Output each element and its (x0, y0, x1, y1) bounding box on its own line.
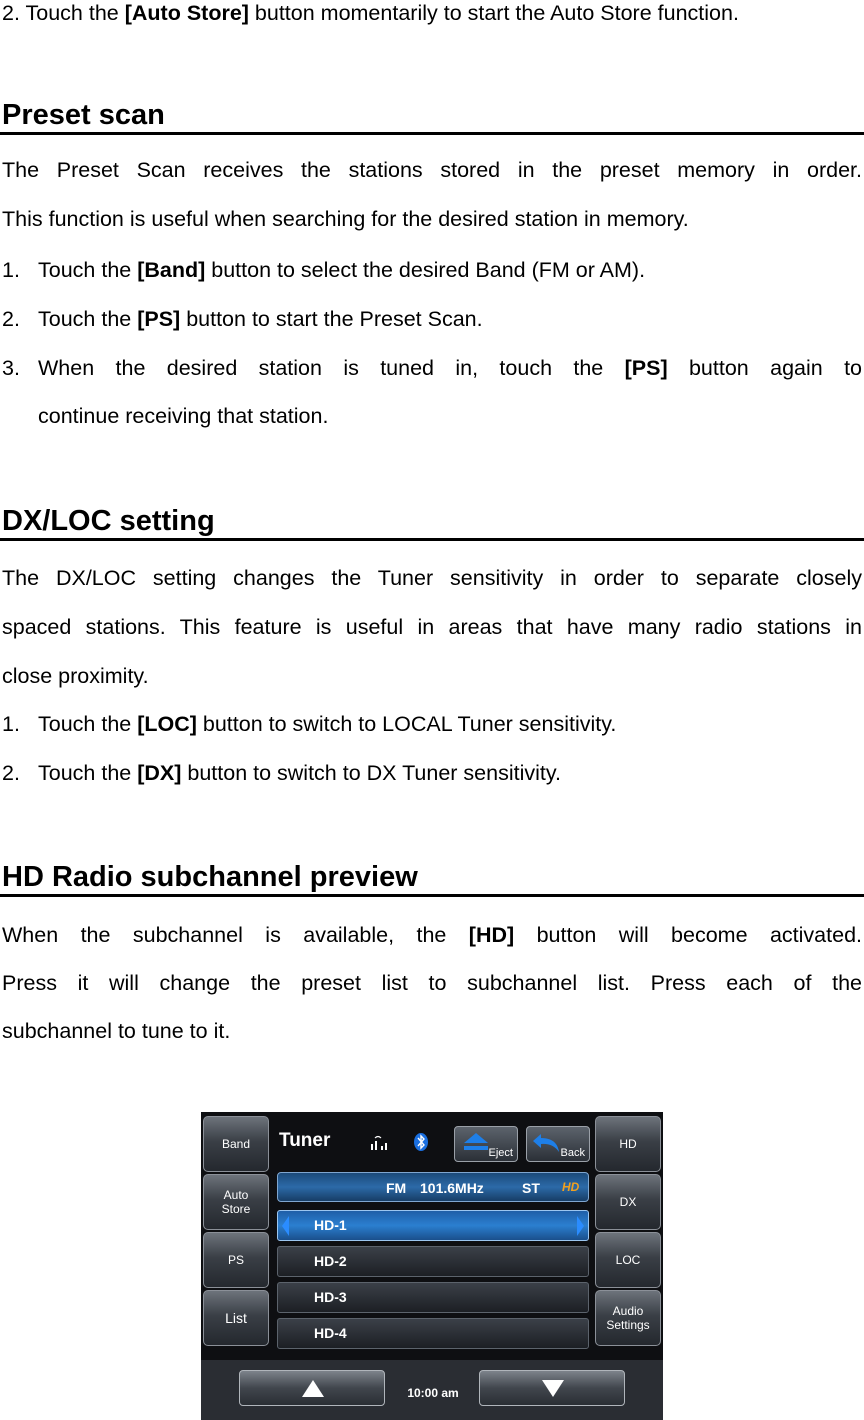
preset-item[interactable]: HD-1 (277, 1210, 589, 1241)
eject-button[interactable]: Eject (454, 1126, 518, 1162)
preset-step2: Touch the [PS] button to start the Preset Scan. (38, 307, 483, 331)
auto-store-button[interactable]: Auto Store (203, 1174, 269, 1230)
preset-step1-num: 1. (2, 258, 20, 282)
hd-radio-line3: subchannel to tune to it. (2, 1019, 231, 1043)
dx-loc-line3: close proximity. (2, 664, 149, 688)
preset-step2-num: 2. (2, 307, 20, 331)
dx-step1-num: 1. (2, 712, 20, 736)
band-button[interactable]: Band (203, 1116, 269, 1172)
frequency-label: 101.6MHz (420, 1180, 484, 1196)
hd-radio-line2: Press it will change the preset list to subchannel list. Press each of the (2, 971, 862, 995)
bluetooth-icon (413, 1132, 429, 1155)
eject-icon (461, 1131, 491, 1153)
dx-loc-line2: spaced stations. This feature is useful in areas that have many radio stations in (2, 615, 862, 639)
dx-loc-line1: The DX/LOC setting changes the Tuner sensitivity in order to separate closely (2, 566, 862, 590)
stereo-label: ST (522, 1180, 540, 1196)
preset-item[interactable]: HD-4 (277, 1318, 589, 1349)
down-arrow-icon (542, 1380, 564, 1397)
dx-step2-num: 2. (2, 761, 20, 785)
back-arrow-icon (531, 1130, 563, 1156)
preset-step3: When the desired station is tuned in, touch the [PS] button again to (38, 356, 862, 380)
selection-right-arrow-icon (577, 1216, 584, 1236)
dx-button[interactable]: DX (595, 1174, 661, 1230)
preset-step3-num: 3. (2, 356, 20, 380)
bottom-bar (201, 1360, 663, 1420)
back-button[interactable]: Back (526, 1126, 590, 1162)
clock: 10:00 am (407, 1386, 459, 1400)
preset-scan-heading: Preset scan (0, 98, 864, 135)
intro-text: 2. Touch the [Auto Store] button momentarily to start the Auto Store function. (2, 1, 739, 25)
signal-icon (369, 1132, 393, 1155)
scroll-down-button[interactable] (479, 1370, 625, 1406)
preset-scan-para2: This function is useful when searching for the desired station in memory. (2, 207, 689, 231)
preset-step3-cont: continue receiving that station. (38, 404, 329, 428)
preset-scan-para1: The Preset Scan receives the stations stored in the preset memory in order. (2, 158, 862, 182)
dx-step1: Touch the [LOC] button to switch to LOCAL Tuner sensitivity. (38, 712, 617, 736)
tuner-screen (201, 1112, 663, 1420)
up-arrow-icon (302, 1380, 324, 1397)
ps-button[interactable]: PS (203, 1232, 269, 1288)
preset-step1: Touch the [Band] button to select the desired Band (FM or AM). (38, 258, 646, 282)
selection-left-arrow-icon (282, 1216, 289, 1236)
hd-button[interactable]: HD (595, 1116, 661, 1172)
hd-logo-icon: HD (562, 1180, 580, 1194)
scroll-up-button[interactable] (239, 1370, 385, 1406)
tuner-title: Tuner (279, 1130, 331, 1151)
hd-radio-heading: HD Radio subchannel preview (0, 860, 864, 897)
hd-radio-line1: When the subchannel is available, the [HD] button will become activated. (2, 923, 862, 947)
preset-item[interactable]: HD-3 (277, 1282, 589, 1313)
list-button[interactable]: List (203, 1290, 269, 1346)
preset-item[interactable]: HD-2 (277, 1246, 589, 1277)
frequency-display (277, 1172, 589, 1202)
audio-settings-button[interactable]: Audio Settings (595, 1290, 661, 1346)
loc-button[interactable]: LOC (595, 1232, 661, 1288)
dx-loc-heading: DX/LOC setting (0, 504, 864, 541)
band-label: FM (386, 1180, 407, 1196)
dx-step2: Touch the [DX] button to switch to DX Tuner sensitivity. (38, 761, 562, 785)
